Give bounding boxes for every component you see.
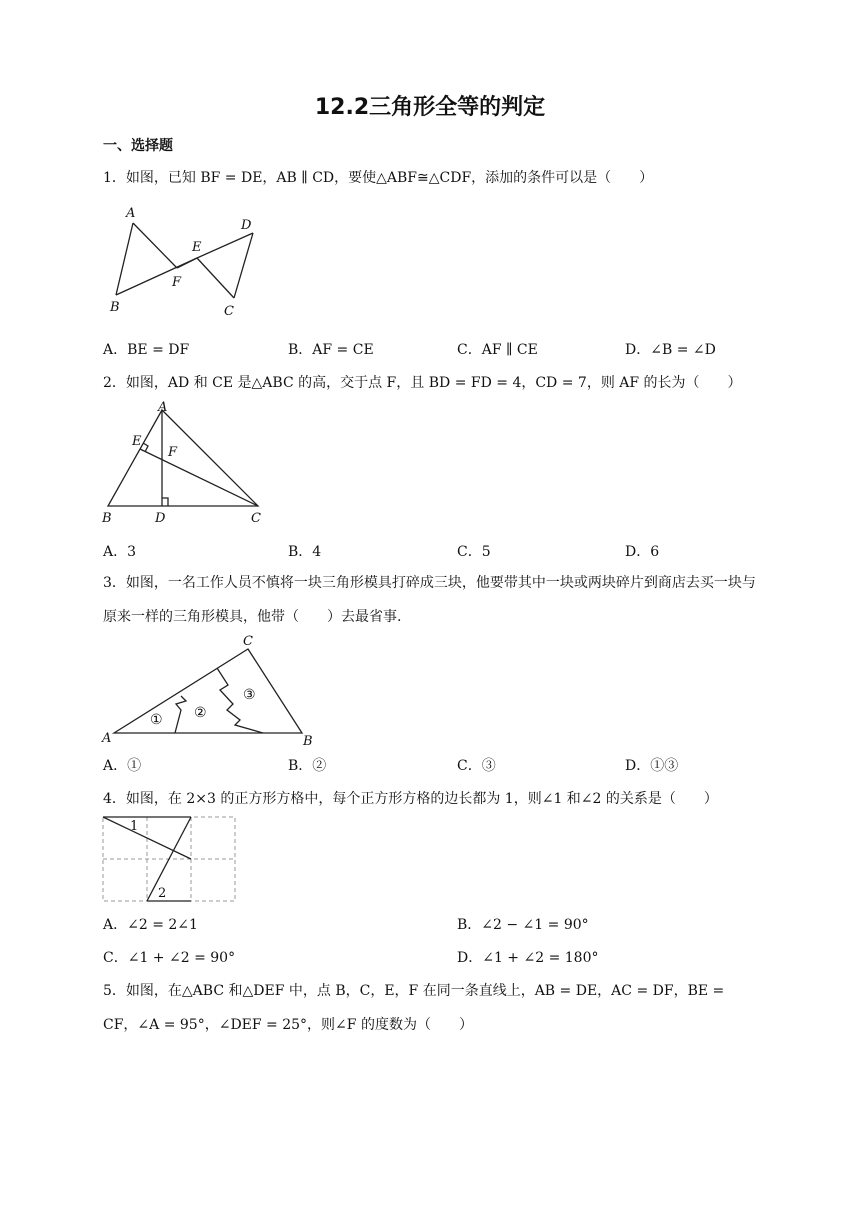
q3-option-d[interactable]: D．①③ <box>625 758 679 774</box>
q4-option-a[interactable]: A．∠2 = 2∠1 <box>103 917 198 933</box>
q2-option-b[interactable]: B．4 <box>288 544 322 560</box>
q1-option-c[interactable]: C．AF ∥ CE <box>457 342 538 358</box>
q3-piece-2: ② <box>194 705 207 721</box>
q2-label-b: B <box>102 511 112 526</box>
question-3-figure <box>100 632 325 750</box>
q3-option-b[interactable]: B．② <box>288 758 327 774</box>
q2-label-e: E <box>132 434 142 449</box>
q4-option-b[interactable]: B．∠2 − ∠1 = 90° <box>457 917 589 933</box>
q1-option-b[interactable]: B．AF = CE <box>288 342 374 358</box>
question-4-text: 4．如图，在 2×3 的正方形方格中，每个正方形方格的边长都为 1，则∠1 和∠2 的关系是（ ） <box>103 791 718 807</box>
q2-label-d: D <box>155 511 166 526</box>
q2-label-c: C <box>251 511 261 526</box>
q1-label-e: E <box>192 240 202 255</box>
q1-label-c: C <box>224 304 234 319</box>
q1-option-a[interactable]: A．BE = DF <box>103 342 190 358</box>
q1-label-a: A <box>126 206 136 221</box>
q3-label-b: B <box>303 734 313 749</box>
q2-option-d[interactable]: D．6 <box>625 544 660 560</box>
question-4-figure <box>100 814 240 904</box>
question-3-text: 3．如图，一名工作人员不慎将一块三角形模具打碎成三块，他要带其中一块或两块碎片到商店去买一块与原来一样的三角形模具，他带（ ）去最省事. <box>103 575 756 625</box>
q3-option-c[interactable]: C．③ <box>457 758 496 774</box>
q3-piece-3: ③ <box>243 687 256 703</box>
question-2-text: 2．如图，AD 和 CE 是△ABC 的高，交于点 F，且 BD = FD = 4，CD = 7，则 AF 的长为（ ） <box>103 375 742 391</box>
q3-label-a: A <box>102 731 112 746</box>
q1-label-b: B <box>110 300 120 315</box>
question-1-text: 1．如图，已知 BF = DE，AB ∥ CD，要使△ABF≅△CDF，添加的条件可以是（ ） <box>103 170 654 186</box>
q2-option-a[interactable]: A．3 <box>103 544 137 560</box>
q1-label-d: D <box>241 218 252 233</box>
q3-piece-1: ① <box>150 712 163 728</box>
q2-label-a: A <box>158 400 168 415</box>
q1-label-f: F <box>172 275 182 290</box>
q1-option-d[interactable]: D．∠B = ∠D <box>625 342 716 358</box>
q4-angle-1: 1 <box>130 819 139 834</box>
q4-option-d[interactable]: D．∠1 + ∠2 = 180° <box>457 950 599 966</box>
q4-option-c[interactable]: C．∠1 + ∠2 = 90° <box>103 950 236 966</box>
question-1-figure <box>100 200 270 325</box>
page-title: 12.2三角形全等的判定 <box>314 95 546 120</box>
q3-label-c: C <box>243 634 253 649</box>
q2-option-c[interactable]: C．5 <box>457 544 491 560</box>
q2-label-f: F <box>168 445 178 460</box>
section-heading: 一、选择题 <box>103 138 173 154</box>
q3-option-a[interactable]: A．① <box>103 758 142 774</box>
q4-angle-2: 2 <box>158 886 167 901</box>
question-2-figure <box>100 398 275 528</box>
question-5-text: 5．如图，在△ABC 和△DEF 中，点 B，C，E，F 在同一条直线上，AB = DE，AC = DF，BE = CF，∠A = 95°，∠DEF = 25°，则∠F 的度数为（ ） <box>103 983 725 1033</box>
